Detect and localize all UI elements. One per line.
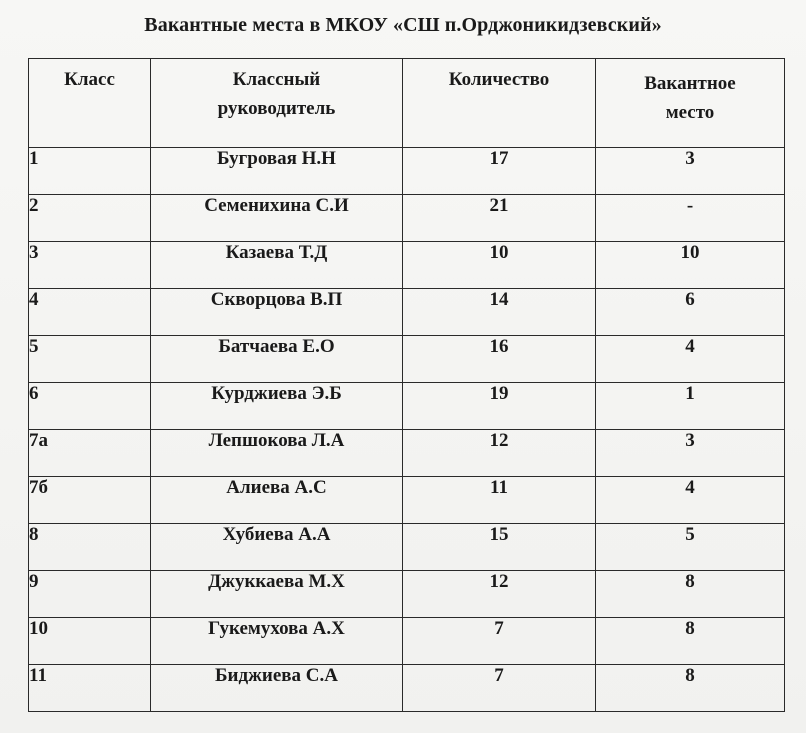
cell-vacant: 3: [596, 148, 785, 195]
cell-teacher: Семенихина С.И: [151, 195, 403, 242]
cell-count: 17: [403, 148, 596, 195]
cell-vacant: 5: [596, 524, 785, 571]
cell-class: 7а: [29, 430, 151, 477]
header-count: [403, 59, 596, 148]
table-row: [29, 195, 785, 242]
table-row: [29, 383, 785, 430]
cell-class: 7б: [29, 477, 151, 524]
table-row: [29, 524, 785, 571]
cell-class: 2: [29, 195, 151, 242]
header-teacher-line2: руководитель: [217, 98, 336, 119]
cell-vacant: 4: [596, 336, 785, 383]
cell-class: 1: [29, 148, 151, 195]
cell-class: 3: [29, 242, 151, 289]
cell-teacher: Казаева Т.Д: [151, 242, 403, 289]
table-row: [29, 665, 785, 712]
header-vacant: [596, 59, 785, 148]
table-row: [29, 242, 785, 289]
cell-count: 10: [403, 242, 596, 289]
cell-count: 16: [403, 336, 596, 383]
cell-teacher: Курджиева Э.Б: [151, 383, 403, 430]
cell-vacant: 10: [596, 242, 785, 289]
table-row: [29, 336, 785, 383]
cell-teacher: Бугровая Н.Н: [151, 148, 403, 195]
cell-count: 19: [403, 383, 596, 430]
cell-class: 6: [29, 383, 151, 430]
table-row: [29, 289, 785, 336]
header-class-label: Класс: [64, 69, 115, 90]
cell-vacant: 1: [596, 383, 785, 430]
header-class: [29, 59, 151, 148]
header-vacant-line2: место: [665, 102, 715, 123]
cell-class: 8: [29, 524, 151, 571]
table-row: [29, 571, 785, 618]
cell-class: 4: [29, 289, 151, 336]
header-count-label: Количество: [448, 69, 550, 90]
table-header-row: [29, 59, 785, 148]
cell-class: 5: [29, 336, 151, 383]
cell-class: 9: [29, 571, 151, 618]
cell-count: 7: [403, 618, 596, 665]
cell-count: 14: [403, 289, 596, 336]
cell-count: 21: [403, 195, 596, 242]
cell-teacher: Алиева А.С: [151, 477, 403, 524]
table-row: [29, 618, 785, 665]
cell-vacant: 4: [596, 477, 785, 524]
cell-teacher: Биджиева С.А: [151, 665, 403, 712]
cell-teacher: Скворцова В.П: [151, 289, 403, 336]
document-title: Вакантные места в МКОУ «СШ п.Орджоникидзевский»: [144, 14, 662, 36]
cell-teacher: Батчаева Е.О: [151, 336, 403, 383]
cell-vacant: -: [596, 195, 785, 242]
cell-vacant: 3: [596, 430, 785, 477]
cell-count: 12: [403, 430, 596, 477]
cell-count: 7: [403, 665, 596, 712]
cell-vacant: 8: [596, 571, 785, 618]
cell-count: 12: [403, 571, 596, 618]
header-vacant-line1: Вакантное: [644, 73, 736, 94]
vacancies-table: [28, 58, 785, 712]
table-row: [29, 430, 785, 477]
cell-teacher: Лепшокова Л.А: [151, 430, 403, 477]
cell-count: 11: [403, 477, 596, 524]
header-teacher: [151, 59, 403, 148]
cell-teacher: Джуккаева М.Х: [151, 571, 403, 618]
cell-class: 11: [29, 665, 151, 712]
table-row: [29, 148, 785, 195]
header-teacher-line1: Классный: [232, 69, 321, 90]
cell-teacher: Гукемухова А.Х: [151, 618, 403, 665]
cell-count: 15: [403, 524, 596, 571]
cell-teacher: Хубиева А.А: [151, 524, 403, 571]
cell-vacant: 8: [596, 618, 785, 665]
cell-vacant: 6: [596, 289, 785, 336]
cell-vacant: 8: [596, 665, 785, 712]
cell-class: 10: [29, 618, 151, 665]
table-row: [29, 477, 785, 524]
